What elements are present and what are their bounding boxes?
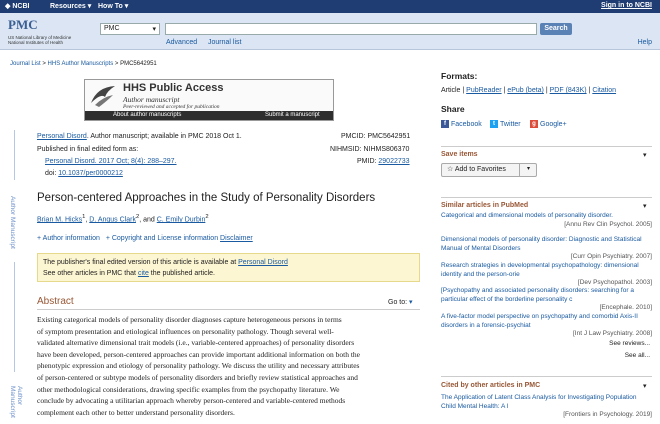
twitter-label: Twitter	[500, 120, 521, 128]
author-affiliation: 2	[135, 214, 140, 220]
disclaimer-link[interactable]: Disclaimer	[220, 235, 253, 242]
article-info-links	[37, 235, 253, 242]
similar-source: [Int J Law Psychiatry. 2008]	[573, 330, 652, 337]
hhs-title: HHS Public Access	[123, 82, 224, 94]
similar-title[interactable]: A five-factor model perspective on psychopathy and comorbid Axis-II disorders in a forensic-psychiat	[441, 313, 638, 329]
similar-article[interactable]	[441, 236, 652, 262]
similar-article[interactable]	[441, 212, 652, 229]
ncbi-top-bar	[0, 0, 660, 13]
hhs-subtitle: Author manuscript	[123, 95, 180, 104]
abstract-line: have been developed, person-centered approaches can provide important additional information on both the	[37, 349, 361, 359]
format-citation[interactable]: Citation	[592, 87, 617, 94]
chevron-down-icon: ▾	[152, 26, 156, 33]
similar-title[interactable]: Research strategies in developmental psychopathology: dimensional identity and the person-orie	[441, 262, 639, 278]
chevron-down-icon: ▾	[124, 3, 129, 10]
share-facebook[interactable]	[441, 120, 482, 128]
abstract-divider	[37, 309, 420, 310]
star-icon: ☆	[447, 166, 454, 173]
ncbi-label: NCBI	[12, 3, 30, 10]
logo-sub-line2: National Institutes of Health	[8, 40, 64, 45]
publisher-link[interactable]: Personal Disord	[238, 259, 288, 266]
notice-text: The publisher's final edited version of this article is available at	[43, 259, 239, 266]
help-link[interactable]: Help	[637, 39, 652, 46]
share-heading: Share	[441, 104, 465, 114]
about-author-manuscripts-link[interactable]: About author manuscripts	[113, 112, 182, 118]
similar-source: [Dev Psychopathol. 2003]	[577, 279, 652, 286]
format-pubreader[interactable]: PubReader	[466, 87, 502, 94]
share-google[interactable]	[530, 120, 567, 128]
abstract-line: of person-centered or subtype models of personality disorders and briefly review statistical approaches and	[37, 372, 358, 382]
author-affiliation: 1	[82, 214, 86, 220]
google-label: Google+	[540, 120, 567, 128]
similar-article[interactable]	[441, 262, 652, 288]
save-items-heading: Save items	[441, 151, 478, 158]
similar-source: [Annu Rev Clin Psychol. 2005]	[564, 220, 652, 228]
author-information-toggle[interactable]: Author information	[42, 235, 100, 242]
breadcrumb-journal-list[interactable]: Journal List	[10, 61, 41, 67]
notice-line-2	[43, 268, 414, 279]
chevron-down-icon: ▾	[526, 166, 530, 172]
abstract-heading: Abstract	[37, 296, 74, 307]
copyright-toggle[interactable]: Copyright and License information	[111, 235, 219, 242]
divider	[441, 146, 652, 147]
pmc-header	[0, 13, 660, 50]
format-pdf[interactable]: PDF (843K)	[549, 87, 587, 94]
abstract-line: Existing categorical models of personality disorder diagnoses capture heterogeneous persons in terms	[37, 315, 342, 324]
doi-line	[45, 170, 123, 177]
search-button[interactable]: Search	[540, 23, 572, 35]
final-form-label: Published in final edited form as:	[37, 146, 139, 153]
pmid-link[interactable]: 29022733	[378, 158, 410, 165]
howto-menu[interactable]	[98, 2, 128, 10]
abstract-line: other methodological considerations, drawing specific examples from the psychopathy literature. We	[37, 384, 340, 394]
collapse-icon[interactable]: ▾	[643, 383, 647, 390]
collapse-icon[interactable]: ▾	[643, 152, 647, 159]
author-conjunction: and	[143, 216, 155, 224]
breadcrumb-current: PMC5642951	[120, 61, 157, 67]
database-value: PMC	[104, 25, 120, 32]
logo-subtitle	[8, 35, 71, 45]
author-link[interactable]: D. Angus Clark	[89, 216, 136, 224]
notice-text: See other articles in PMC that	[43, 270, 138, 277]
google-plus-icon: g	[530, 120, 538, 128]
abstract-body	[37, 314, 422, 418]
author-link[interactable]: C. Emily Durbin	[156, 216, 206, 224]
search-input[interactable]	[165, 23, 537, 35]
pmcid: PMCID: PMC5642951	[341, 133, 411, 140]
advanced-search-link[interactable]: Advanced	[166, 39, 198, 46]
logo-sub-line1: US National Library of Medicine	[8, 35, 72, 40]
abstract-line: validated alternative dimensional trait models (i.e., variable-centered approaches) of personality disorders	[37, 338, 355, 348]
nihmsid: NIHMSID: NIHMS806370	[330, 146, 410, 153]
cite-link[interactable]: cite	[137, 270, 149, 277]
divider	[441, 197, 652, 198]
author-link[interactable]: Brian M. Hicks	[37, 216, 83, 224]
notice-line-1	[43, 257, 414, 268]
author-manuscript-tab: Author Manuscript	[9, 386, 23, 418]
cited-source: [Frontiers in Psychology. 2019]	[563, 411, 652, 418]
share-twitter[interactable]	[490, 120, 521, 128]
similar-source: [Encephale. 2010]	[599, 304, 652, 311]
similar-article[interactable]	[441, 313, 652, 339]
breadcrumb-hhs[interactable]: HHS Author Manuscripts	[47, 61, 114, 67]
breadcrumb-sep: >	[40, 61, 48, 67]
abstract-line: complement each other to better understand personality disorders.	[37, 407, 235, 417]
publisher-notice	[37, 253, 420, 282]
cited-article[interactable]	[441, 394, 652, 420]
cited-title[interactable]: The Application of Latent Class Analysis for Investigating Population Child Mental Health: A l	[441, 394, 637, 410]
goto-menu[interactable]	[388, 298, 413, 306]
facebook-icon: f	[441, 120, 449, 128]
goto-label: Go to:	[388, 299, 408, 306]
breadcrumb	[10, 61, 157, 67]
pmid-line	[357, 158, 410, 165]
chevron-down-icon: ▾	[87, 3, 92, 10]
format-list: Article | PubReader | ePub (beta) | PDF (843K) | Citation	[441, 87, 617, 94]
formats-heading: Formats:	[441, 71, 478, 81]
hhs-link-bar	[85, 111, 333, 120]
twitter-icon: t	[490, 120, 498, 128]
cited-by-heading: Cited by other articles in PMC	[441, 382, 541, 389]
doi-label: doi:	[45, 170, 59, 177]
author-list: Brian M. Hicks$^1$, D. Angus Clark$^2$, and C. Emily Durbin$^2$	[37, 214, 209, 224]
divider	[441, 376, 652, 377]
journal-list-link[interactable]: Journal list	[208, 39, 242, 46]
add-to-favorites-label: Add to Favorites	[454, 166, 506, 173]
plus-icon: +	[37, 235, 42, 242]
citation-line	[37, 133, 242, 140]
similar-source: [Curr Opin Psychiatry. 2007]	[570, 253, 652, 260]
hhs-eagle-icon	[89, 83, 117, 109]
journal-link[interactable]: Personal Disord	[37, 133, 87, 140]
notice-text: the published article.	[148, 270, 215, 277]
see-all-link[interactable]: See all...	[624, 352, 650, 359]
side-rule	[14, 130, 15, 180]
format-article: Article	[441, 87, 461, 94]
format-epub[interactable]: ePub (beta)	[507, 87, 544, 94]
abstract-line: of symptom presentation and etiological influences on personality pathology. Though several well-	[37, 326, 334, 336]
resources-label: Resources	[50, 3, 86, 10]
abstract-line: phenotypic expression and etiology of personality pathology. We discuss the utility and necessary attributes	[37, 361, 360, 371]
hhs-public-access-banner	[84, 79, 334, 121]
abstract-line: conclude by advocating a utilitarian approach whereby person-centered and variable-centered methods	[37, 396, 346, 406]
favorites-dropdown[interactable]	[519, 163, 537, 177]
similar-articles-heading: Similar articles in PubMed	[441, 202, 529, 209]
availability-text: . Author manuscript; available in PMC 2018 Oct 1.	[86, 133, 242, 140]
doi-link[interactable]: 10.1037/per0000212	[58, 170, 123, 177]
final-citation[interactable]: Personal Disord. 2017 Oct; 8(4): 288–297.	[45, 158, 177, 165]
author-manuscript-tab: Author Manuscript	[9, 196, 16, 249]
similar-title[interactable]: Dimensional models of personality disorder: Diagnostic and Statistical Manual of Mental Disorders	[441, 236, 642, 252]
chevron-down-icon: ▾	[409, 299, 413, 306]
breadcrumb-sep: >	[113, 61, 121, 67]
similar-title[interactable]: [Psychopathy and associated personality disorders: searching for a particular effect of the borderline personality c	[441, 287, 634, 303]
plus-icon: +	[105, 235, 110, 242]
database-select[interactable]	[100, 23, 160, 35]
collapse-icon[interactable]: ▾	[643, 203, 647, 210]
sign-in-link[interactable]: Sign in to NCBI	[601, 2, 652, 9]
see-reviews-link[interactable]: See reviews...	[609, 340, 650, 347]
howto-label: How To	[98, 3, 123, 10]
pmid-label: PMID:	[357, 158, 379, 165]
final-citation-link	[45, 158, 177, 165]
hhs-note: Peer-reviewed and accepted for publication	[123, 104, 220, 110]
similar-article[interactable]	[441, 287, 652, 313]
similar-title[interactable]: Categorical and dimensional models of personality disorder.	[441, 212, 613, 219]
side-rule	[14, 262, 15, 372]
pmc-logo[interactable]: PMC	[8, 17, 38, 32]
facebook-label: Facebook	[451, 120, 482, 128]
author-affiliation: 2	[205, 214, 209, 220]
submit-manuscript-link[interactable]: Submit a manuscript	[265, 112, 320, 118]
resources-menu[interactable]	[50, 2, 91, 10]
ncbi-logo[interactable]: ◆ NCBI	[5, 3, 30, 10]
article-title: Person-centered Approaches in the Study of Personality Disorders	[37, 192, 376, 204]
